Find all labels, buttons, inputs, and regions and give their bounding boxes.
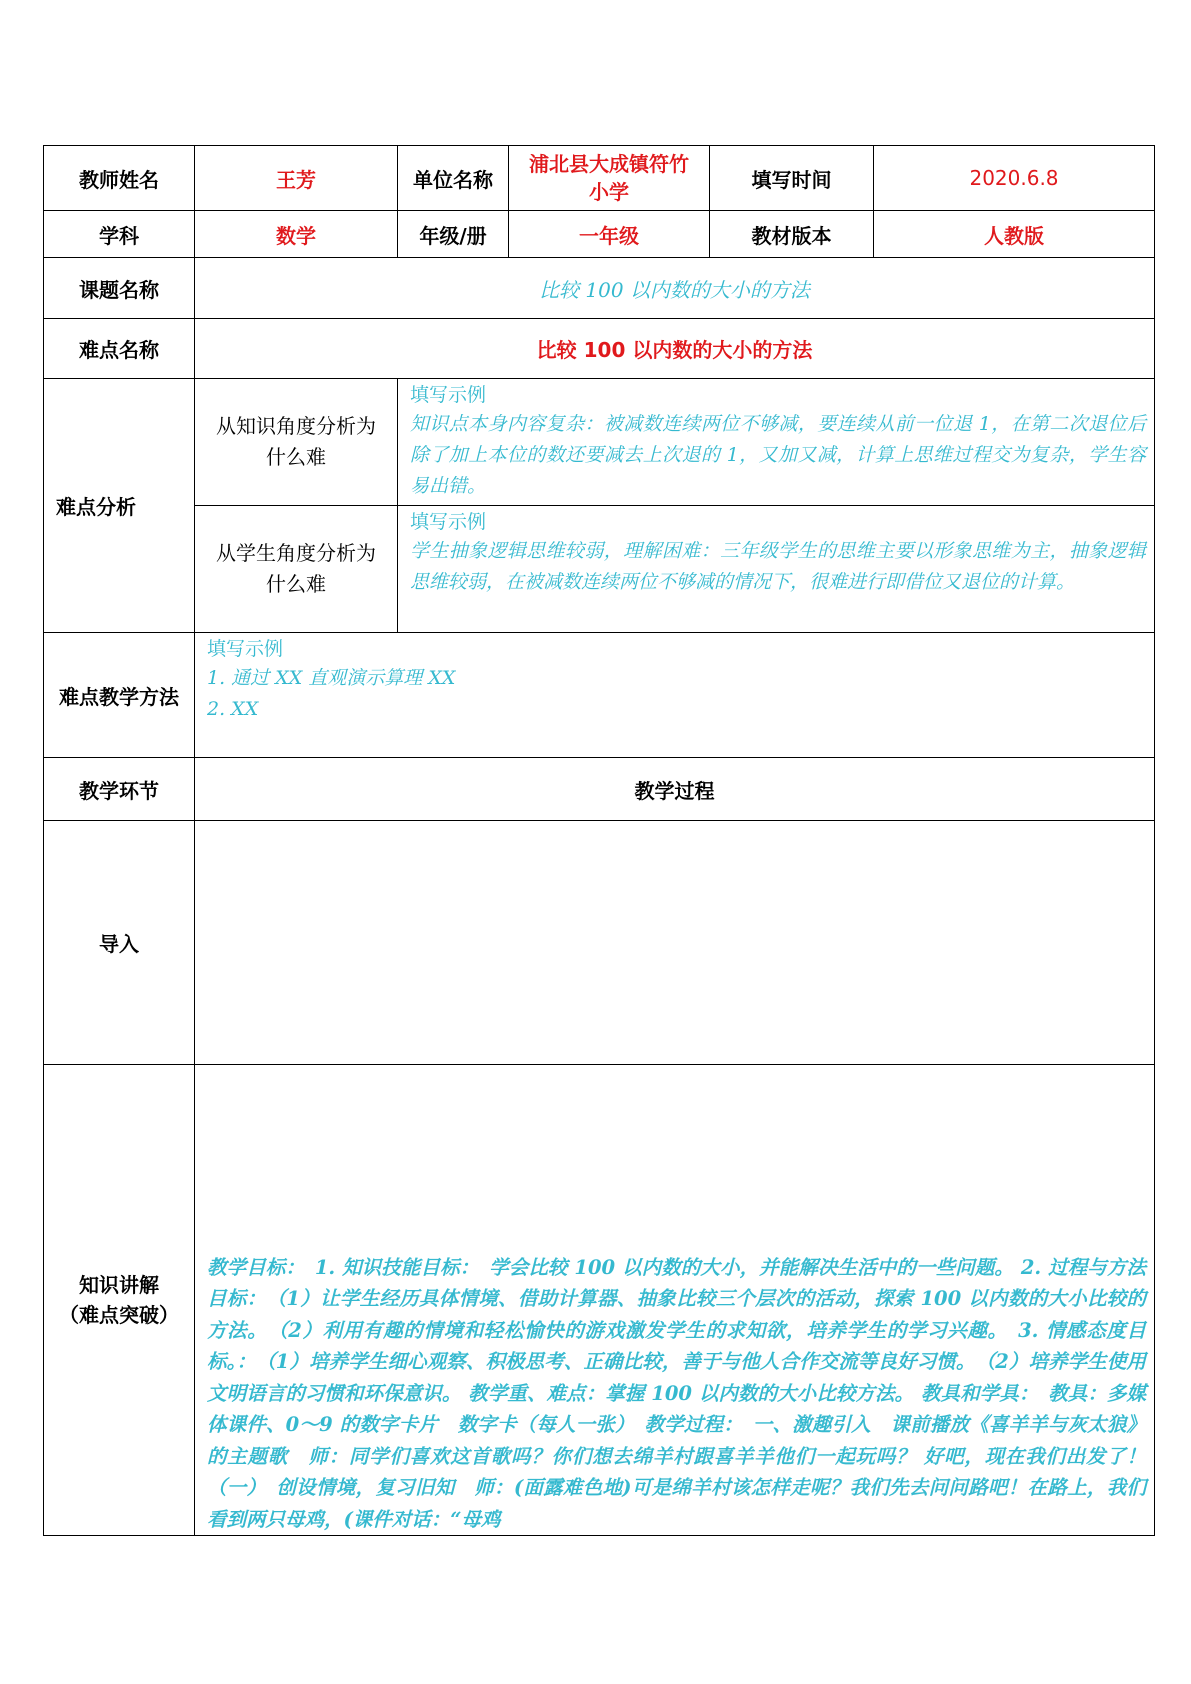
method-label: 难点教学方法 [44,633,195,758]
analysis-knowledge-row [44,379,1155,506]
unit-value-line1: 浦北县大成镇符竹 [529,152,689,176]
lesson-form-table [43,145,1166,1536]
knowledge-example-head: 填写示例 [410,384,487,406]
knowledge-example-text: 知识点本身内容复杂：被减数连续两位不够减，要连续从前一位退 1，在第二次退位后除了加上本位的数还要减去上次退的 1，又加又减，计算上思维过程交为复杂，学生容易出错。 [410,413,1146,497]
student-angle-line1: 从学生角度分析为 [216,541,376,565]
header-row-1 [44,146,1155,211]
unit-label: 单位名称 [398,146,509,211]
method-row [44,633,1155,758]
grade-value: 一年级 [509,211,710,258]
header-row-2 [44,211,1155,258]
explanation-content [195,1065,1166,1536]
topic-label: 课题名称 [44,258,195,319]
explanation-label [44,1065,195,1536]
unit-value [509,146,710,211]
analysis-label: 难点分析 [44,379,195,633]
grade-label: 年级/册 [398,211,509,258]
topic-value: 比较 100 以内数的大小的方法 [195,258,1155,319]
analysis-student-row [44,506,1155,633]
teacher-value: 王芳 [195,146,398,211]
topic-row [44,258,1155,319]
date-value: 2020.6.8 [874,146,1155,211]
date-label: 填写时间 [710,146,874,211]
edition-value: 人教版 [874,211,1155,258]
method-item-1: 1. 通过 XX 直观演示算理 XX [207,667,456,689]
method-cell [195,633,1155,758]
student-example-text: 学生抽象逻辑思维较弱，理解困难：三年级学生的思维主要以形象思维为主，抽象逻辑思维较弱，在被减数连续两位不够减的情况下，很难进行即借位又退位的计算。 [410,540,1146,593]
process-stage-label: 教学环节 [44,758,195,821]
difficulty-row [44,319,1155,379]
edition-label: 教材版本 [710,211,874,258]
subject-value: 数学 [195,211,398,258]
explanation-label-line2: （难点突破） [59,1303,179,1327]
intro-content [195,821,1155,1065]
difficulty-label: 难点名称 [44,319,195,379]
method-item-2: 2. XX [207,698,259,720]
student-angle-label [195,506,398,633]
explanation-label-line1: 知识讲解 [79,1273,159,1297]
explanation-row [44,1065,1155,1536]
method-example-head: 填写示例 [207,638,284,660]
student-example-head: 填写示例 [410,511,487,533]
student-angle-line2: 什么难 [266,572,326,596]
teacher-label: 教师姓名 [44,146,195,211]
knowledge-angle-line2: 什么难 [266,445,326,469]
subject-label: 学科 [44,211,195,258]
process-content-label: 教学过程 [195,758,1155,821]
process-header-row [44,758,1155,821]
student-example-cell [398,506,1155,633]
unit-value-line2: 小学 [589,180,629,204]
knowledge-angle-label [195,379,398,506]
knowledge-example-cell [398,379,1155,506]
intro-row [44,821,1155,1065]
knowledge-angle-line1: 从知识角度分析为 [216,414,376,438]
intro-label: 导入 [44,821,195,1065]
difficulty-value: 比较 100 以内数的大小的方法 [195,319,1155,379]
explanation-text: 教学目标： 1. 知识技能目标： 学会比较 100 以内数的大小，并能解决生活中的一些问题。 2. 过程与方法目标： （1）让学生经历具体情境、借助计算器、抽象比较三个层次的活动，探索 100 以内数的大小比较的方法。 （2）利用有趣的情境和轻松愉快的游戏激发学生的求知欲，培养学生的学习兴趣。 3. 情感态度目标。： （1）培养学生细心观察、积极思考、正确比较，善于与他人合作交流等良好习惯。 （2）培养学生使用文明语言的习惯和环保意识。 教学重、难点：掌握 100 以内数的大小比较方法。 教具和学具： 教具：多媒体课件、0～9 的数字卡片 数字卡（每人一张） 教学过程： 一、激趣引入 课前播放《喜羊羊与灰太狼》的主题歌 师：同学们喜欢这首歌吗？你们想去绵羊村跟喜羊羊他们一起玩吗？ 好吧，现在我们出发了！ （一） 创设情境，复习旧知 师：(面露难色地)可是绵羊村该怎样走呢？我们先去问问路吧！在路上，我们看到两只母鸡，(课件对话：“母鸡 [207,1255,1166,1531]
